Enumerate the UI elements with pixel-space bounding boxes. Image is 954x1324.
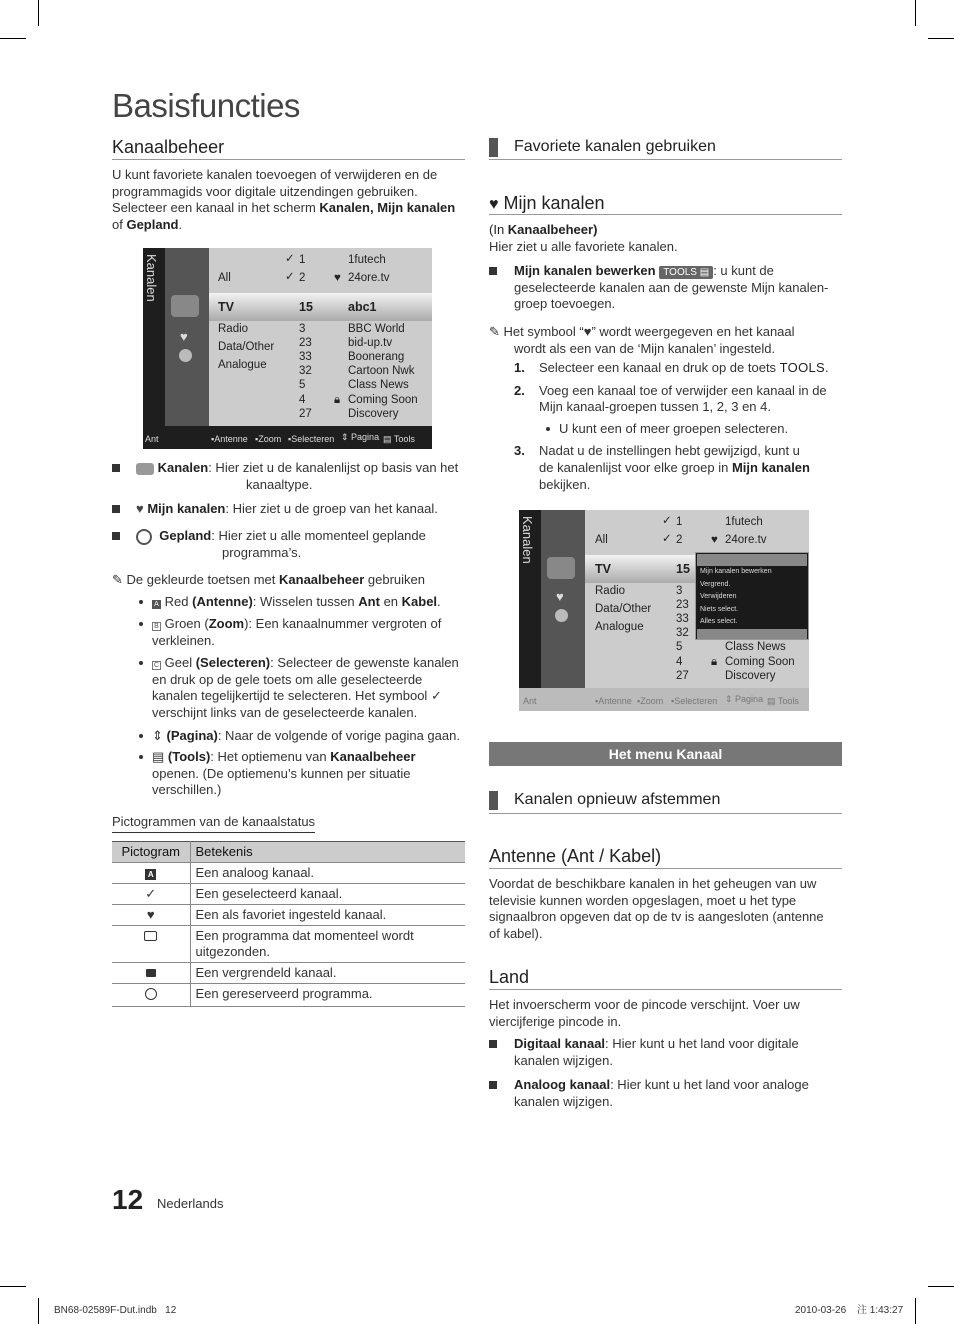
tv-label: Data/Other (218, 341, 275, 353)
step-list: 1. Selecteer een kanaal en druk op de toets TOOLS. 2. Voeg een kanaal toe of verwijder een kanaal in de Mijn kanaal-groepen tussen 1, 2, 3 en 4. U kunt een of meer groepen selecteren. 3. Nadat u de instellingen hebt gewijzigd, kunt u de kanalenlijst voor elke groep in Mijn kanalen bekijken. (514, 360, 829, 492)
tools-key-badge: TOOLS ▤ (659, 266, 713, 279)
section-heading-kanaalbeheer: Kanaalbeheer (112, 137, 225, 157)
heart-icon: ♥ (180, 329, 188, 344)
tv-name: Boonerang (348, 351, 405, 363)
table-row: A Een analoog kanaal. (112, 863, 465, 884)
tv-num: 1 (299, 254, 306, 266)
tools-icon: ▤ (152, 749, 165, 764)
tv-name: 1futech (725, 516, 763, 528)
heading-bar (489, 791, 498, 810)
tv-num: 2 (299, 272, 306, 284)
clock-icon (555, 609, 568, 622)
check-icon: ✓ (285, 253, 295, 265)
page-key-label: ⇕ Pagina (725, 694, 764, 704)
intro-paragraph: U kunt favoriete kanalen toevoegen of verwijderen en de programmagids voor digitale uitzendingen gebruiken. Selecteer een kanaal in het scherm Kanalen, Mijn kanalen of Gepland. (112, 167, 456, 232)
tv-num: 5 (299, 379, 306, 391)
bullet (139, 734, 143, 738)
heart-icon: ♥ (556, 589, 564, 604)
sub-pagina: ⇕ (Pagina): Naar de volgende of vorige pagina gaan. (152, 728, 460, 743)
note-icon: ✎ (112, 572, 123, 587)
tools-key-label: ▤ Tools (767, 696, 799, 706)
lock-icon: 🔒︎ (711, 656, 718, 668)
tv-channel-icon (547, 557, 575, 579)
bullet-mijn-kanalen-bewerken: Mijn kanalen bewerken TOOLS ▤ : u kunt de geselecteerde kanalen aan de gewenste Mijn kanalen- groep toevoegen. (514, 263, 829, 312)
tv-num: 3 (676, 585, 683, 597)
lock-icon: 🔒︎ (334, 394, 341, 406)
tv-num: 2 (676, 534, 683, 546)
tv-label: All (595, 534, 608, 546)
crop-mark (928, 38, 954, 39)
analog-icon: A (145, 869, 156, 880)
tv-bottom-bar (143, 426, 432, 449)
tv-num: 32 (299, 365, 312, 377)
bullet (489, 1040, 497, 1048)
crop-mark (38, 1298, 39, 1324)
tv-name: Discovery (725, 670, 776, 682)
tv-name: 24ore.tv (348, 272, 390, 284)
tv-num: 23 (299, 337, 312, 349)
tv-bottom-ant: Ant (145, 434, 159, 444)
table-row: Een gereserveerd programma. (112, 984, 465, 1007)
tv-selected-name: abc1 (348, 300, 377, 314)
footer-date: 2010-03-26 (795, 1305, 847, 1316)
tv-num: 32 (676, 627, 689, 639)
menu-item[interactable]: Verwijderen (700, 593, 737, 600)
b-key-icon: B (152, 622, 161, 631)
tv-num: 3 (299, 323, 306, 335)
bullet (112, 532, 120, 540)
bullet (489, 267, 497, 275)
tv-channel-icon (171, 295, 199, 317)
crop-mark (0, 38, 26, 39)
heart-icon: ♥ (583, 324, 592, 339)
tv-name: Coming Soon (725, 656, 795, 668)
table-row: ✓ Een geselecteerd kanaal. (112, 884, 465, 905)
tv-name: Class News (348, 379, 409, 391)
clock-icon (136, 529, 152, 545)
land-paragraph: Het invoerscherm voor de pincode verschijnt. Voer uw viercijferige pincode in. (489, 997, 800, 1029)
red-key-label: ▪Antenne (211, 434, 248, 444)
tv-name: Coming Soon (348, 394, 418, 406)
menu-item[interactable]: Vergrend. (700, 580, 731, 588)
section-heading-land: Land (489, 967, 530, 987)
tv-label: Analogue (595, 621, 644, 633)
tv-icon (144, 931, 157, 941)
tv-label: Radio (218, 323, 249, 335)
crop-mark (0, 1286, 26, 1287)
tv-num: 33 (299, 351, 312, 363)
tv-num: 4 (299, 394, 306, 406)
tv-bottom-ant: Ant (523, 696, 537, 706)
tv-name: 24ore.tv (725, 534, 767, 546)
tools-popup-menu (695, 552, 809, 640)
tv-num: 4 (676, 656, 683, 668)
tv-side-bar (519, 510, 541, 711)
page-title: Basisfuncties (112, 87, 300, 124)
bullet-kanalen: Kanalen: Hier ziet u de kanalenlijst op basis van het kanaaltype. (136, 460, 476, 493)
menu-item[interactable]: Niets select. (700, 605, 739, 613)
divider (489, 214, 842, 215)
table-header-row: Pictogram Betekenis (112, 842, 465, 863)
footer-file: BN68-02589F-Dut.indb 12 (54, 1305, 177, 1316)
tv-side-label: Kanalen (144, 254, 159, 302)
tv-label: Radio (595, 585, 626, 597)
tv-side-label: Kanalen (520, 516, 535, 564)
section-heading-antenne: Antenne (Ant / Kabel) (489, 846, 662, 866)
heart-icon: ♥ (334, 272, 341, 284)
menu-kanaal-banner: Het menu Kanaal (489, 742, 842, 766)
tv-num: 33 (676, 613, 689, 625)
sub-tools: ▤ (Tools): Het optiemenu van Kanaalbeheer openen. (De optiemenu’s kunnen per situatie verschillen.) (152, 749, 416, 798)
divider (489, 989, 842, 990)
tv-num: 27 (299, 408, 312, 420)
page-number: 12 (112, 1184, 144, 1215)
tv-bottom-bar (519, 688, 809, 711)
tv-name: Discovery (348, 408, 399, 420)
page-key-label: ⇕ Pagina (341, 432, 380, 442)
tv-label: Data/Other (595, 603, 652, 615)
tv-name: 1futech (348, 254, 386, 266)
menu-item[interactable]: Mijn kanalen bewerken (700, 568, 772, 575)
check-icon: ✓ (662, 533, 672, 545)
section-heading-favorite: Favoriete kanalen gebruiken (514, 138, 716, 155)
divider (489, 159, 842, 160)
section-heading-retune: Kanalen opnieuw afstemmen (514, 791, 721, 808)
tv-name: BBC World (348, 323, 405, 335)
table-title: Pictogrammen van de kanaalstatus (112, 814, 315, 833)
c-key-icon: C (153, 662, 160, 669)
crop-mark (915, 1298, 916, 1324)
note-heart-symbol: ✎ Het symbool “♥” wordt weergegeven en het kanaal wordt als een van de ‘Mijn kanalen’ ingesteld. (489, 324, 795, 356)
crop-mark (38, 0, 39, 26)
land-item-analoog: Analoog kanaal: Hier kunt u het land voor analoge kanalen wijzigen. (514, 1077, 809, 1109)
tv-side-bar (143, 248, 165, 449)
tv-selected-label: TV (595, 562, 611, 576)
clock-icon (145, 988, 157, 1000)
tv-label: Analogue (218, 359, 267, 371)
page-updown-icon: ⇕ (152, 728, 163, 743)
bullet-mijn-kanalen: ♥ Mijn kanalen: Hier ziet u de groep van het kanaal. (136, 501, 438, 516)
bullet (139, 600, 143, 604)
bullet (139, 755, 143, 759)
heart-icon: ♥ (711, 534, 718, 546)
green-key-label: ▪Zoom (637, 696, 664, 706)
tv-selected-num: 15 (299, 300, 313, 314)
sub-red: A Red (Antenne): Wisselen tussen Ant en Kabel. (152, 594, 472, 611)
tv-selected-num: 15 (676, 562, 690, 576)
table-row: Een programma dat momenteel wordt uitgezonden. (112, 926, 465, 963)
note-color-keys: ✎ De gekleurde toetsen met Kanaalbeheer gebruiken (112, 572, 425, 587)
note-icon: ✎ (489, 324, 500, 339)
page-language: Nederlands (157, 1196, 224, 1211)
check-icon: ✓ (662, 515, 672, 527)
bullet (112, 505, 120, 513)
green-key-label: ▪Zoom (255, 434, 282, 444)
bullet (112, 464, 120, 472)
tv-num: 23 (676, 599, 689, 611)
bullet-gepland: Gepland: Hier ziet u alle momenteel geplande programma’s. (136, 528, 476, 561)
lock-icon (146, 969, 156, 977)
table-row: Een vergrendeld kanaal. (112, 963, 465, 984)
a-key-icon: A (152, 600, 161, 609)
tv-name: Cartoon Nwk (348, 365, 415, 377)
tv-selected-label: TV (218, 300, 234, 314)
tv-selected-row (209, 293, 432, 321)
clock-icon (179, 349, 192, 362)
heart-icon: ♥ (136, 501, 144, 516)
check-icon: ✓ (430, 688, 442, 704)
heart-icon: ♥ (146, 907, 155, 922)
bullet (139, 661, 143, 665)
tv-label: All (218, 272, 231, 284)
red-key-label: ▪Antenne (595, 696, 632, 706)
mijn-kanalen-text: (In Kanaalbeheer) Hier ziet u alle favoriete kanalen. (489, 222, 678, 254)
antenne-paragraph: Voordat de beschikbare kanalen in het geheugen van uw televisie kunnen worden opgeslagen, moet u het type signaalbron opgeven dat op de tv is aangesloten (antenne of kabel). (489, 876, 824, 941)
divider (112, 159, 465, 160)
tv-name: bid-up.tv (348, 337, 393, 349)
yellow-key-label: ▪Selecteren (288, 434, 335, 444)
menu-item[interactable]: Alles select. (700, 618, 738, 625)
tv-num: 1 (676, 516, 683, 528)
tv-num: 27 (676, 670, 689, 682)
sub-green: B Groen (Zoom): Een kanaalnummer vergroten of verkleinen. (152, 616, 442, 648)
tv-name: Class News (725, 641, 786, 653)
menu-top-bar (697, 554, 807, 566)
footer-time: 注 1:43:27 (857, 1305, 904, 1316)
divider (489, 813, 842, 814)
section-heading-mijn-kanalen: ♥ Mijn kanalen (489, 193, 605, 213)
land-item-digitaal: Digitaal kanaal: Hier kunt u het land voor digitale kanalen wijzigen. (514, 1036, 799, 1068)
bullet (489, 1081, 497, 1089)
tools-key-label: ▤ Tools (383, 434, 415, 444)
yellow-key-label: ▪Selecteren (671, 696, 718, 706)
crop-mark (928, 1286, 954, 1287)
tv-screen-channel-list (143, 248, 432, 449)
check-icon: ✓ (145, 886, 157, 901)
sub-yellow: C Geel (Selecteren): Selecteer de gewenste kanalen en druk op de gele toets om alle geselecteerde kanalen tegelijkertijd te selecteren. Het symbool ✓ verschijnt links van de geselecteerde kanalen. (152, 655, 459, 720)
divider (489, 868, 842, 869)
crop-mark (915, 0, 916, 26)
heading-bar (489, 138, 498, 157)
bullet (139, 622, 143, 626)
tv-num: 5 (676, 641, 683, 653)
tv-channel-icon (136, 463, 154, 475)
menu-bottom-bar (697, 629, 807, 639)
check-icon: ✓ (285, 271, 295, 283)
heart-icon: ♥ (489, 196, 499, 213)
status-icon-table (112, 841, 465, 1007)
table-row: ♥ Een als favoriet ingesteld kanaal. (112, 905, 465, 926)
